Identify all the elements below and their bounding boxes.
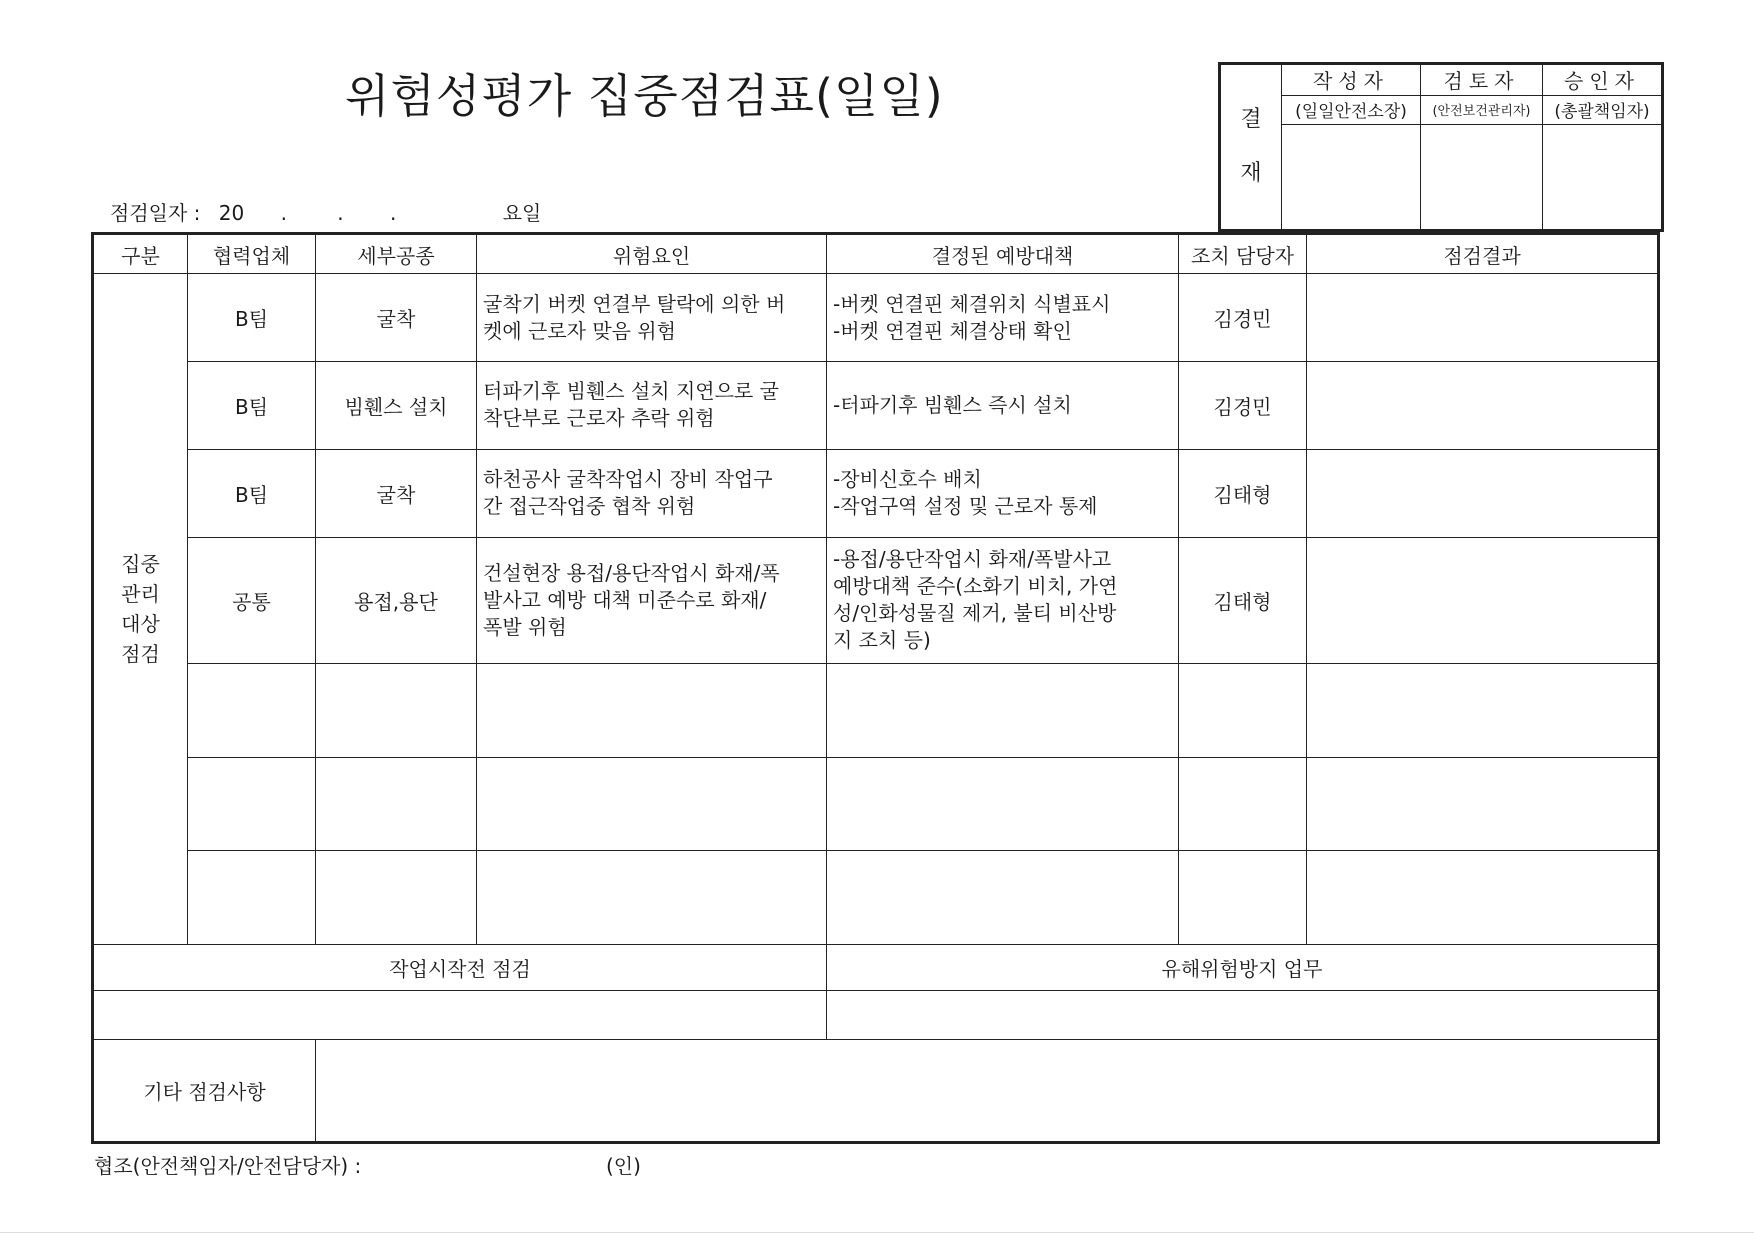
pre-work-check-field[interactable] [93,990,827,1039]
category-line: 관리 [121,582,160,607]
hazard-line: 폭발 위험 [483,614,567,639]
manager-cell: 김태형 [1179,449,1307,537]
measures-cell [827,449,1179,537]
page-edge-line [0,1232,1754,1233]
hazard-cell[interactable] [477,757,827,851]
hazard-line: 간 접근작업중 협착 위험 [483,494,696,519]
work-type-cell: 빔휀스 설치 [316,362,477,450]
manager-cell: 김경민 [1179,274,1307,362]
work-type-cell: 굴착 [316,274,477,362]
company-cell[interactable] [188,663,316,757]
measure-line: -작업구역 설정 및 근로자 통제 [833,494,1098,519]
work-type-cell: 굴착 [316,449,477,537]
other-items-label: 기타 점검사항 [93,1040,316,1143]
result-cell[interactable] [1307,537,1659,663]
measure-line: -버켓 연결핀 체결위치 식별표시 [833,291,1111,316]
hazard-cell [477,537,827,663]
result-cell[interactable] [1307,362,1659,450]
result-cell[interactable] [1307,449,1659,537]
category-cell [93,274,188,945]
measures-cell[interactable] [827,663,1179,757]
approval-sign-approver[interactable] [1543,125,1663,231]
inspection-date-sep-1: . [280,201,287,225]
company-cell[interactable] [188,757,316,851]
approval-sign-reviewer[interactable] [1420,125,1542,231]
measures-cell[interactable] [827,851,1179,945]
inspection-date-sep-2: . [337,201,344,225]
approval-org-approver: (총괄책임자) [1543,95,1663,125]
approval-role-author: 작성자 [1282,64,1421,96]
seal-mark: (인) [606,1154,641,1178]
header-work-type: 세부공종 [316,234,477,274]
company-cell: 공통 [188,537,316,663]
other-items-row [93,1040,1659,1143]
category-line: 집중 [121,552,160,577]
header-result: 점검결과 [1307,234,1659,274]
result-cell[interactable] [1307,757,1659,851]
header-category: 구분 [93,234,188,274]
inspection-date [110,197,541,226]
table-row-empty [93,851,1659,945]
approval-side-char-1: 결 [1240,107,1262,132]
result-cell[interactable] [1307,851,1659,945]
approval-side-char-2: 재 [1240,161,1262,186]
header-company: 협력업체 [188,234,316,274]
inspection-date-sep-3: . [390,201,397,225]
approval-org-reviewer: (안전보건관리자) [1420,95,1542,125]
table-row-empty [93,757,1659,851]
result-cell[interactable] [1307,663,1659,757]
measures-cell[interactable] [827,757,1179,851]
manager-cell: 김경민 [1179,362,1307,450]
category-line: 점검 [121,642,160,667]
hazard-cell[interactable] [477,663,827,757]
approval-org-author: (일일안전소장) [1282,95,1421,125]
measures-cell [827,274,1179,362]
table-header-row [93,234,1659,274]
section-header-row [93,945,1659,990]
measure-line: 지 조치 등) [833,628,931,653]
company-cell[interactable] [188,851,316,945]
company-cell: B팀 [188,362,316,450]
table-row [93,537,1659,663]
hazard-line: 하천공사 굴착작업시 장비 작업구 [483,467,773,492]
manager-cell[interactable] [1179,663,1307,757]
measure-line: -장비신호수 배치 [833,467,982,492]
section-body-row [93,990,1659,1039]
work-type-cell[interactable] [316,757,477,851]
hazard-line: 굴착기 버켓 연결부 탈락에 의한 버 [483,291,786,316]
result-cell[interactable] [1307,274,1659,362]
table-row [93,362,1659,450]
header-measures: 결정된 예방대책 [827,234,1179,274]
footer [94,1150,641,1179]
hazard-line: 터파기후 빔휀스 설치 지연으로 굴 [483,379,779,404]
hazard-line: 켓에 근로자 맞음 위험 [483,318,676,343]
hazard-cell [477,362,827,450]
hazard-prevention-label: 유해위험방지 업무 [827,945,1659,990]
measure-line: -용접/용단작업시 화재/폭발사고 [833,547,1112,572]
work-type-cell[interactable] [316,851,477,945]
hazard-line: 건설현장 용접/용단작업시 화재/폭 [483,560,780,585]
hazard-line: 착단부로 근로자 추락 위험 [483,406,715,431]
manager-cell[interactable] [1179,757,1307,851]
hazard-line: 발사고 예방 대책 미준수로 화재/ [483,587,767,612]
cooperation-label: 협조(안전책임자/안전담당자) : [94,1154,362,1178]
page-title: 위험성평가 집중점검표(일일) [345,69,944,123]
manager-cell[interactable] [1179,851,1307,945]
table-row [93,449,1659,537]
header-hazard: 위험요인 [477,234,827,274]
header-manager: 조치 담당자 [1179,234,1307,274]
measure-line: 예방대책 준수(소화기 비치, 가연 [833,574,1118,599]
measures-cell [827,362,1179,450]
manager-cell: 김태형 [1179,537,1307,663]
company-cell: B팀 [188,274,316,362]
measures-cell [827,537,1179,663]
work-type-cell: 용접,용단 [316,537,477,663]
work-type-cell[interactable] [316,663,477,757]
inspection-date-label: 점검일자 : [110,201,201,225]
approval-role-reviewer: 검토자 [1420,64,1542,96]
approval-sign-author[interactable] [1282,125,1421,231]
measure-line: -터파기후 빔휀스 즉시 설치 [833,392,1072,417]
approval-box [1218,62,1664,232]
pre-work-check-label: 작업시작전 점검 [93,945,827,990]
measure-line: -버켓 연결핀 체결상태 확인 [833,318,1072,343]
company-cell: B팀 [188,449,316,537]
approval-side-label [1220,64,1282,231]
inspection-date-year: 20 [218,201,245,225]
table-row [93,274,1659,362]
hazard-cell[interactable] [477,851,827,945]
measure-line: 성/인화성물질 제거, 불티 비산방 [833,601,1117,626]
table-row-empty [93,663,1659,757]
hazard-cell [477,449,827,537]
other-items-field[interactable] [316,1040,1659,1143]
hazard-cell [477,274,827,362]
inspection-table [91,232,1660,1144]
category-line: 대상 [121,612,160,637]
hazard-prevention-field[interactable] [827,990,1659,1039]
approval-role-approver: 승인자 [1543,64,1663,96]
inspection-date-weekday: 요일 [502,201,542,225]
